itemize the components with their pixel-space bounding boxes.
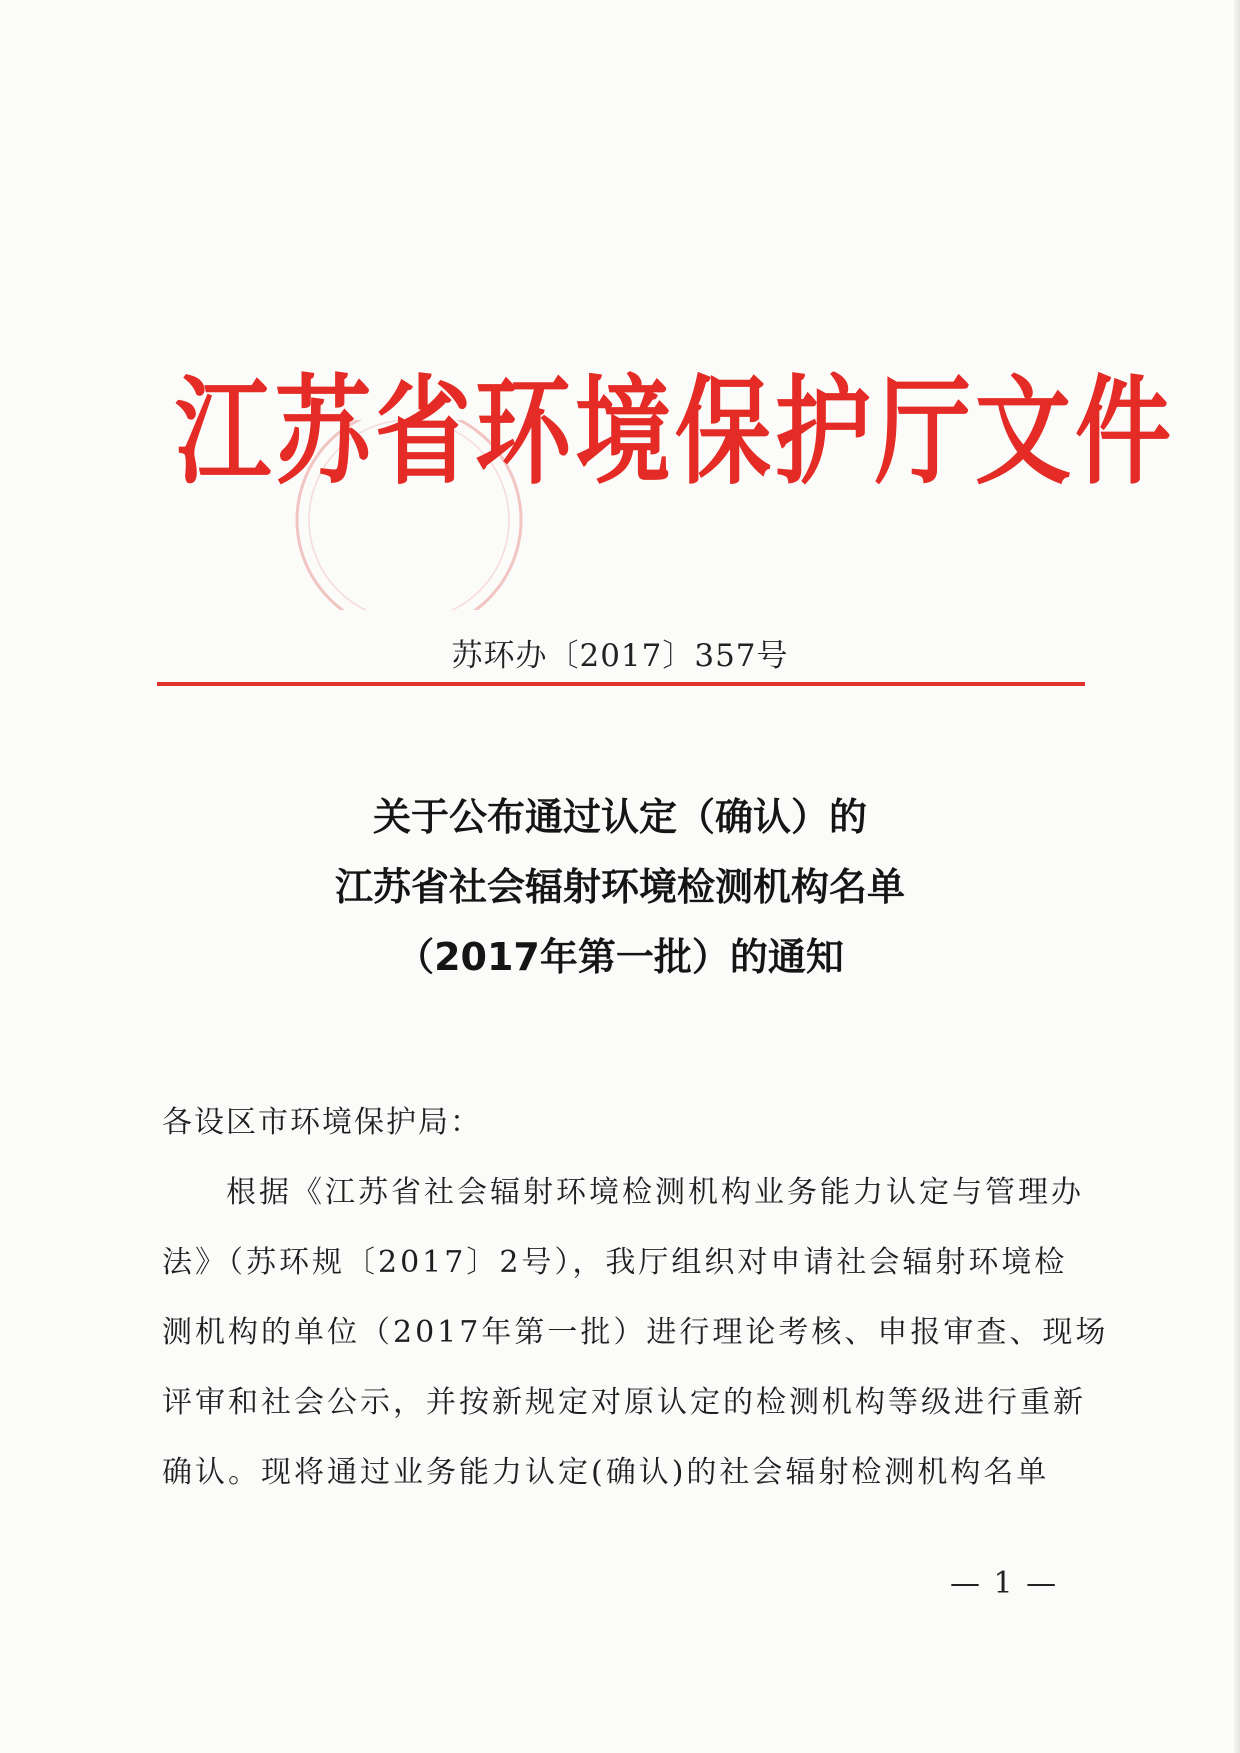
page-number: — 1 — bbox=[950, 1566, 1059, 1601]
notice-title-line-3: （2017年第一批）的通知 bbox=[396, 935, 844, 979]
body-line: 测机构的单位（2017年第一批）进行理论考核、申报审查、现场 bbox=[162, 1315, 1109, 1350]
issuing-authority-header: 江苏省环境保护厅文件 bbox=[175, 363, 1175, 501]
body-paragraph bbox=[162, 1158, 1109, 1508]
body-line: 评审和社会公示，并按新规定对原认定的检测机构等级进行重新 bbox=[162, 1385, 1086, 1420]
body-line: 根据《江苏省社会辐射环境检测机构业务能力认定与管理办 bbox=[226, 1175, 1084, 1210]
red-divider-line bbox=[157, 682, 1085, 686]
notice-title-line-2: 江苏省社会辐射环境检测机构名单 bbox=[334, 865, 905, 909]
document-number: 苏环办〔2017〕357号 bbox=[451, 638, 789, 674]
salutation: 各设区市环境保护局： bbox=[162, 1105, 482, 1140]
notice-title bbox=[0, 782, 1240, 992]
body-line: 确认。现将通过业务能力认定(确认)的社会辐射检测机构名单 bbox=[162, 1455, 1050, 1490]
body-line: 法》（苏环规〔2017〕2号），我厅组织对申请社会辐射环境检 bbox=[162, 1245, 1068, 1280]
notice-title-line-1: 关于公布通过认定（确认）的 bbox=[372, 795, 867, 839]
